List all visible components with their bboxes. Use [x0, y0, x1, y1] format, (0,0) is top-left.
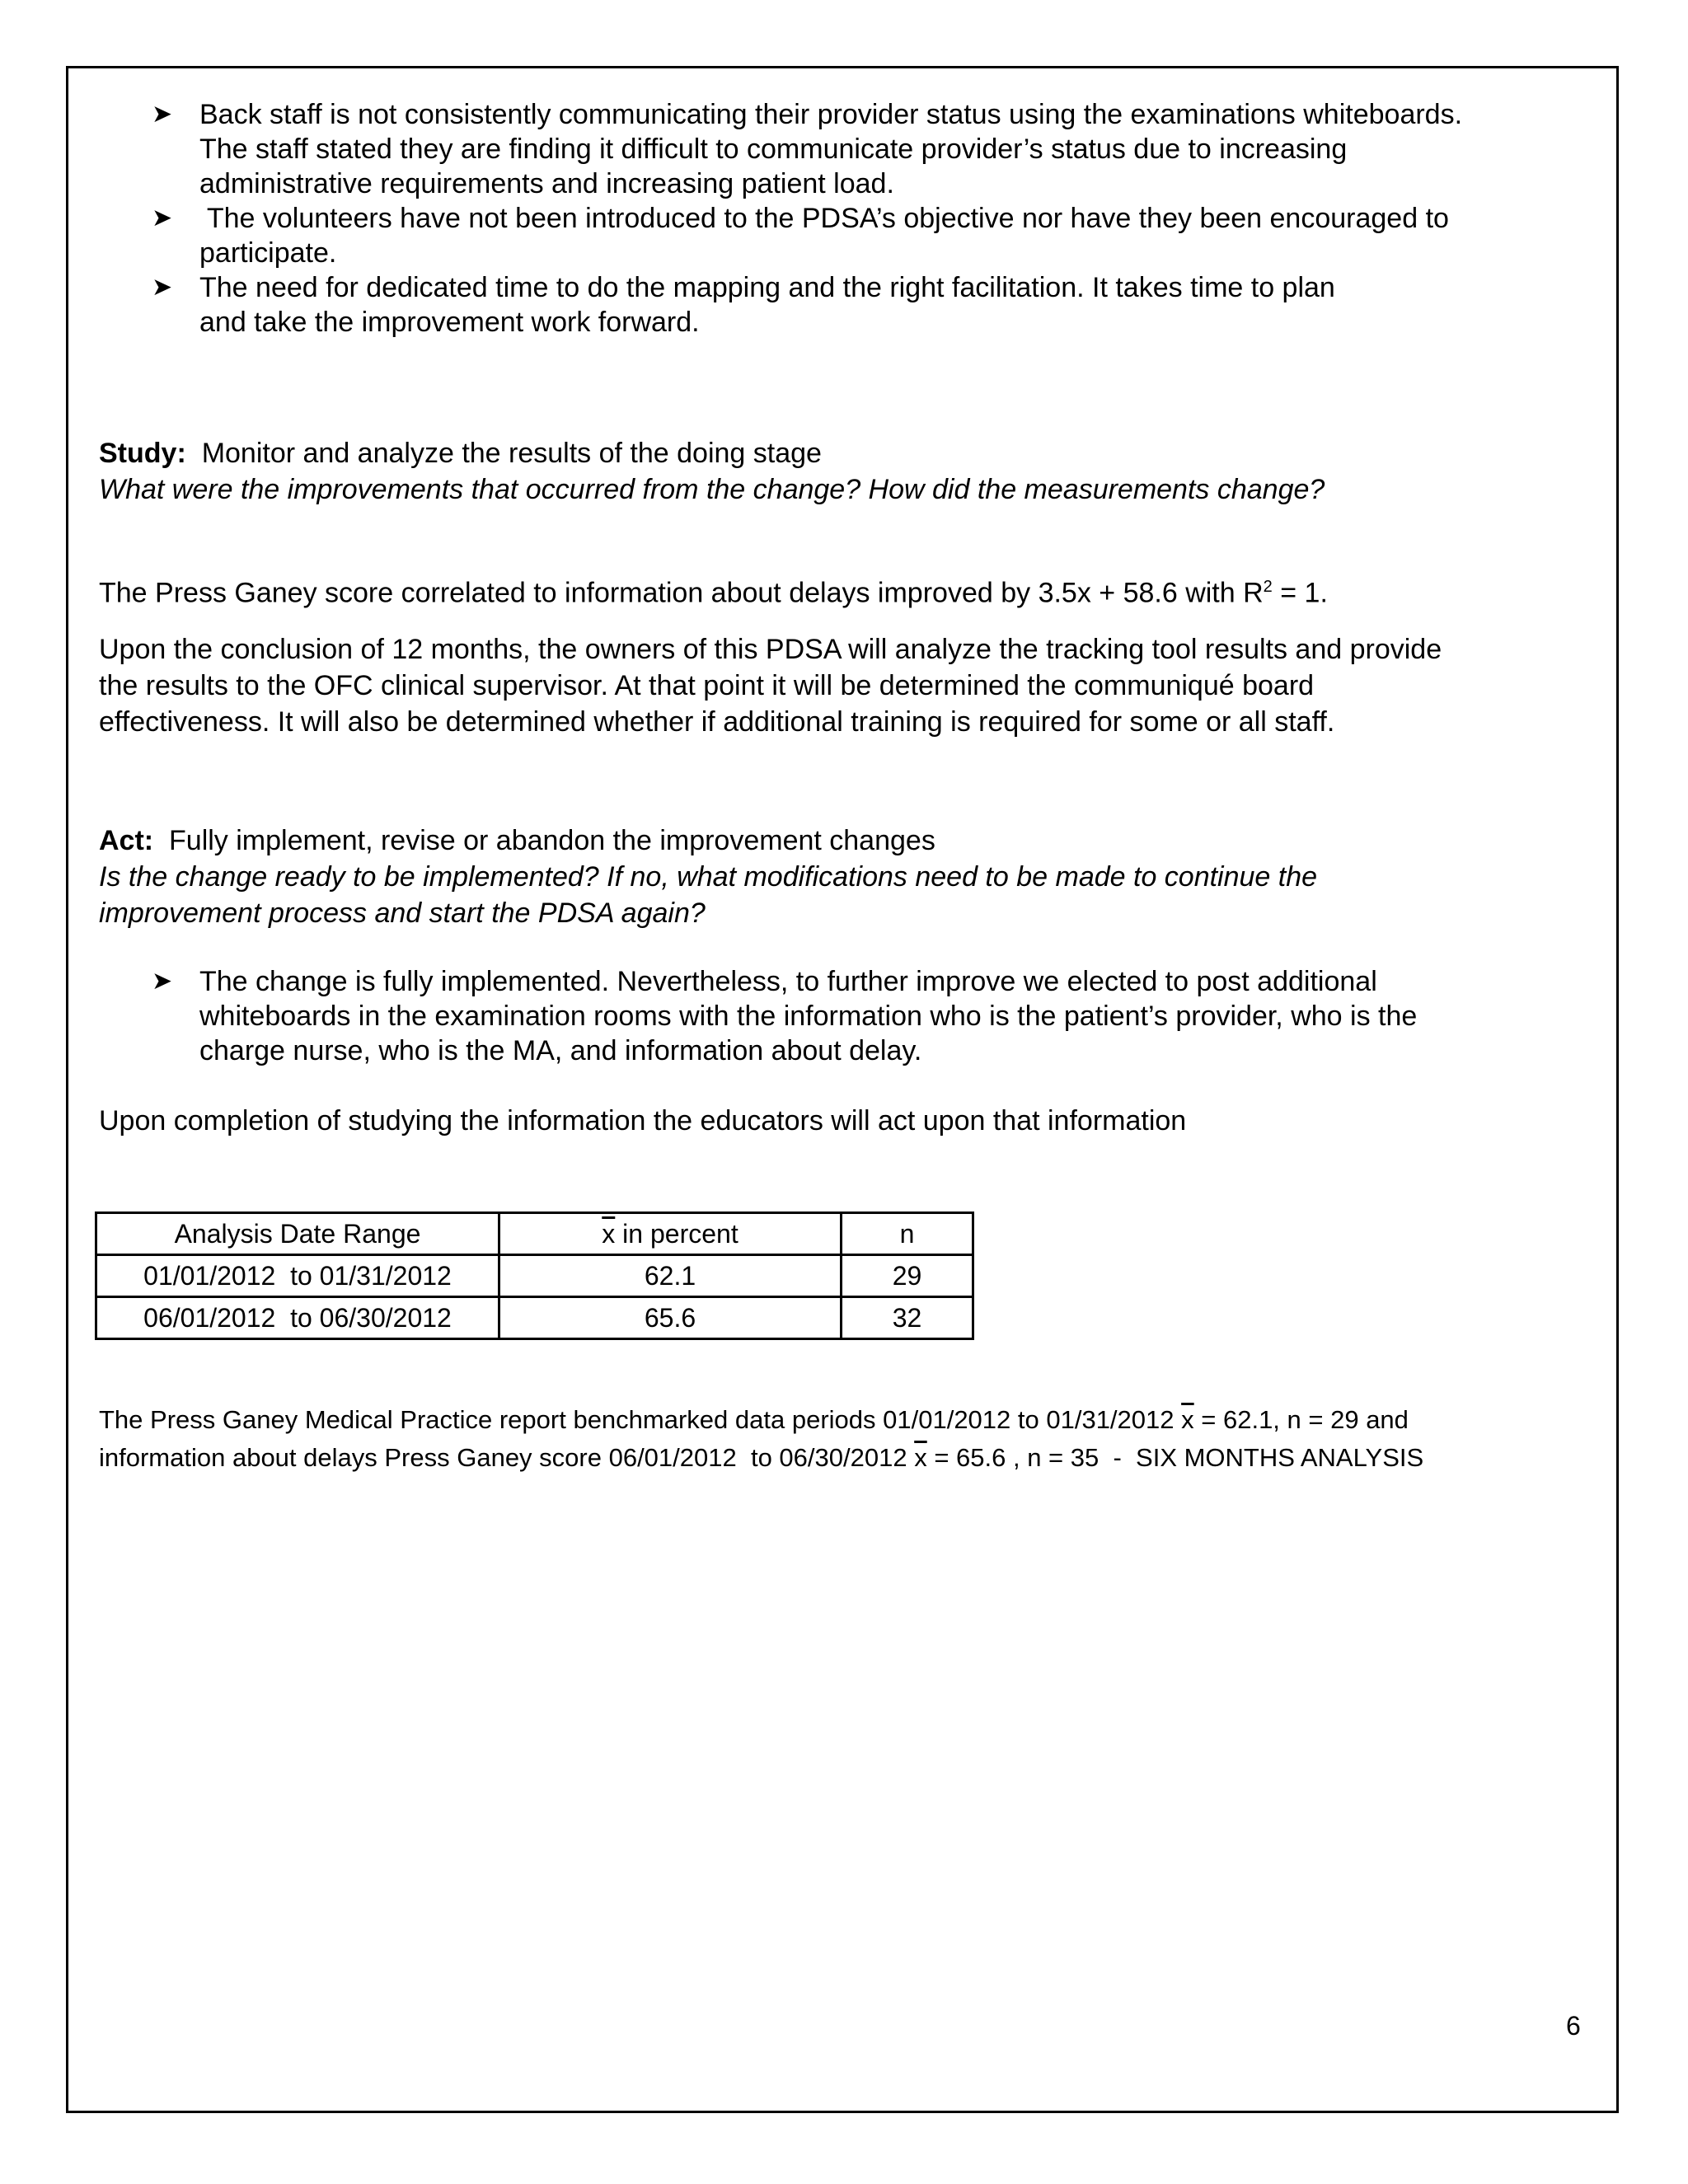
bullet-text-line: and take the improvement work forward. [199, 307, 700, 338]
header-date-range: Analysis Date Range [96, 1213, 499, 1255]
bullet-text-line: administrative requirements and increasing patient load. [199, 168, 894, 199]
study-result-sup: 2 [1263, 578, 1273, 596]
summary-text: information about delays Press Ganey score 06/01/2012 to 06/30/2012 [99, 1443, 915, 1472]
closing-text: Upon completion of studying the information the educators will act upon that information [99, 1105, 1187, 1137]
study-paragraph [99, 631, 1582, 740]
act-question-line: Is the change ready to be implemented? If no, what modifications need to be made to continue the [99, 861, 1318, 893]
bullet-text-line: participate. [199, 237, 337, 269]
act-heading-text: Fully implement, revise or abandon the improvement changes [169, 825, 935, 856]
cell-mean: 65.6 [499, 1297, 842, 1339]
list-item [148, 201, 1582, 270]
table-row [96, 1255, 973, 1297]
study-heading-text: Monitor and analyze the results of the doing stage [201, 438, 822, 469]
header-mean [499, 1213, 842, 1255]
bullet-text-line: The volunteers have not been introduced to the PDSA’s objective nor have they been encouraged to [199, 203, 1449, 234]
bullet-text-line: charge nurse, who is the MA, and information about delay. [199, 1035, 922, 1066]
bullet-text-line: whiteboards in the examination rooms with the information who is the patient’s provider, who is the [199, 1001, 1418, 1032]
act-question-line: improvement process and start the PDSA again? [99, 898, 706, 929]
study-section [99, 435, 1582, 508]
paragraph-line: Upon the conclusion of 12 months, the owners of this PDSA will analyze the tracking tool results and provide [99, 634, 1442, 665]
act-list [148, 964, 1582, 1068]
study-result [99, 569, 1582, 611]
xbar-symbol: $\overline{x}$ [1181, 1405, 1194, 1434]
study-result-post: = 1. [1272, 577, 1328, 609]
table-header-row [96, 1213, 973, 1255]
page-number: 6 [1566, 2011, 1581, 2041]
act-section [99, 823, 1582, 931]
cell-n: 32 [842, 1297, 973, 1339]
plan-issues-list [148, 97, 1582, 340]
table-row [96, 1297, 973, 1339]
arrowhead-bullet-icon: ➤ [152, 968, 173, 995]
header-mean-text: in percent [615, 1218, 738, 1249]
summary-text: = 65.6 , n = 35 - SIX MONTHS ANALYSIS [926, 1443, 1424, 1472]
study-result-text [99, 569, 1582, 611]
bullet-text-line: Back staff is not consistently communicating their provider status using the examinations whiteboards. [199, 99, 1463, 130]
act-label: Act: [99, 825, 154, 856]
paragraph-line: the results to the OFC clinical supervisor. At that point it will be determined the communiqué board [99, 670, 1315, 701]
study-question: What were the improvements that occurred from the change? How did the measurements change? [99, 474, 1325, 505]
list-item [148, 270, 1582, 340]
bullet-text-line: The staff stated they are finding it difficult to communicate provider’s status due to increasing [199, 134, 1348, 165]
cell-date-range: 06/01/2012 to 06/30/2012 [96, 1297, 499, 1339]
arrowhead-bullet-icon: ➤ [152, 204, 173, 232]
paragraph-line: effectiveness. It will also be determined whether if additional training is required for some or all staff. [99, 706, 1335, 738]
bullet-text-line: The need for dedicated time to do the mapping and the right facilitation. It takes time to plan [199, 272, 1335, 303]
list-item [148, 97, 1582, 201]
arrowhead-bullet-icon: ➤ [152, 101, 173, 128]
xbar-symbol: $\overline{x}$ [914, 1443, 927, 1472]
study-heading [99, 435, 1582, 471]
header-n: n [842, 1213, 973, 1255]
arrowhead-bullet-icon: ➤ [152, 274, 173, 301]
study-label: Study: [99, 438, 186, 469]
summary-line [99, 1439, 1582, 1477]
summary-paragraph [99, 1401, 1582, 1477]
act-closing [99, 1103, 1582, 1139]
summary-text: = 62.1, n = 29 and [1193, 1405, 1409, 1434]
bullet-text-line: The change is fully implemented. Nevertheless, to further improve we elected to post additional [199, 966, 1377, 997]
study-result-pre: The Press Ganey score correlated to information about delays improved by 3.5x + 58.6 with R [99, 577, 1264, 609]
summary-line [99, 1401, 1582, 1439]
cell-n: 29 [842, 1255, 973, 1297]
cell-date-range: 01/01/2012 to 01/31/2012 [96, 1255, 499, 1297]
xbar-symbol: $\overline{x}$ [602, 1218, 616, 1249]
cell-mean: 62.1 [499, 1255, 842, 1297]
list-item [148, 964, 1582, 1068]
summary-text: The Press Ganey Medical Practice report benchmarked data periods 01/01/2012 to 01/31/2012 [99, 1405, 1182, 1434]
act-heading [99, 823, 1582, 859]
analysis-table [95, 1212, 974, 1340]
